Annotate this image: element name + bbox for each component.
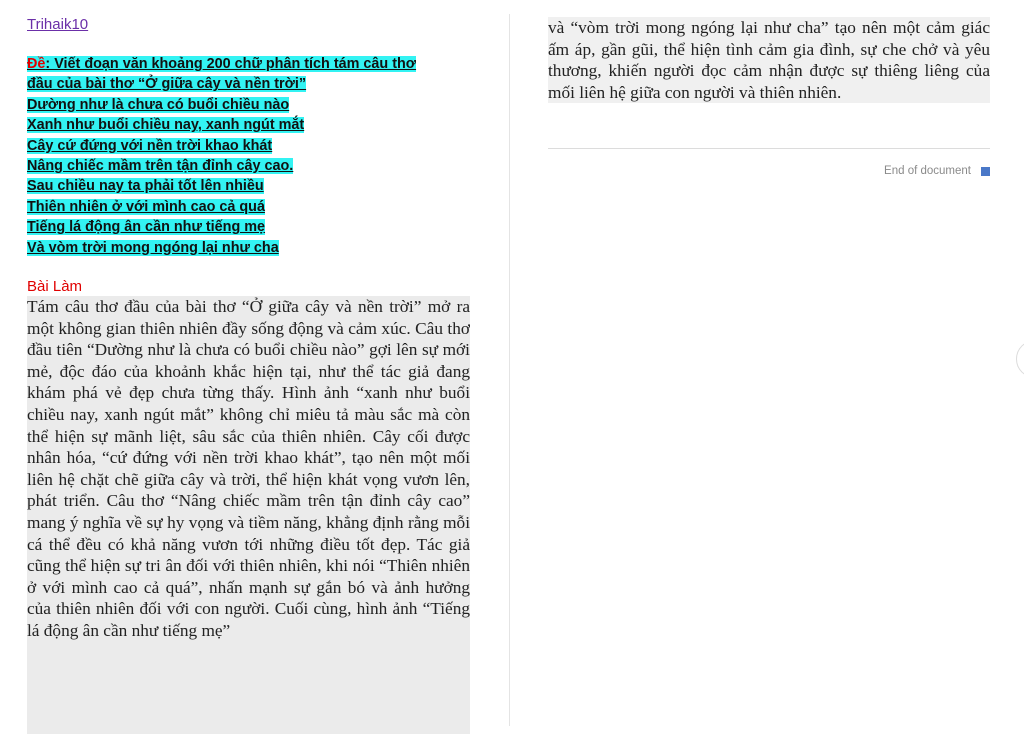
- poem-line: [27, 217, 470, 237]
- answer-heading: Bài Làm: [27, 278, 83, 295]
- poem-line: [27, 238, 470, 258]
- poem-line: [27, 197, 470, 217]
- poem-line-text: Dường như là chưa có buổi chiều nào: [27, 96, 290, 113]
- author-link[interactable]: Trihaik10: [27, 16, 89, 33]
- poem-line-text: Xanh như buổi chiều nay, xanh ngút mắt: [27, 117, 305, 134]
- poem-line: [27, 115, 470, 135]
- right-column: [548, 0, 990, 734]
- poem-line-text: Tiếng lá động ân cần như tiếng mẹ: [27, 219, 266, 236]
- poem-line-text: Nâng chiếc mầm trên tận đỉnh cây cao.: [27, 157, 294, 174]
- poem-line: [27, 136, 470, 156]
- poem-line-text: Và vòm trời mong ngóng lại như cha: [27, 239, 279, 256]
- prompt-highlight: [27, 56, 416, 72]
- left-column: [27, 0, 470, 734]
- poem-line: [27, 176, 470, 196]
- end-marker-icon: [981, 167, 990, 176]
- prompt-text: : Viết đoạn văn khoảng 200 chữ phân tích tám câu thơ: [45, 56, 417, 72]
- end-divider: [548, 148, 990, 149]
- end-of-document: [884, 165, 990, 177]
- essay-body: Tám câu thơ đầu của bài thơ “Ở giữa cây và nền trời” mở ra một không gian thiên nhiên đầy sống động và cảm xúc. Câu thơ đầu tiên “Dường như là chưa có buổi chiều nào” gợi lên sự mới mẻ, độc đáo của khoảnh khắc hiện tại, như thể tác giả đang khám phá vẻ đẹp chưa từng thấy. Hình ảnh “xanh như buổi chiều nay, xanh ngút mắt” không chỉ miêu tả màu sắc mà còn thể hiện sự mãnh liệt, sâu sắc của thiên nhiên. Cây cối được nhân hóa, “cứ đứng với nền trời khao khát”, tạo nên một mối liên hệ chặt chẽ giữa cây và trời, thể hiện khát vọng vươn lên, phát triển. Câu thơ “Nâng chiếc mầm trên tận đỉnh cây cao” mang ý nghĩa về sự hy vọng và tiềm năng, khẳng định rằng mỗi cá thể đều có khả năng vươn tới những điều tốt đẹp. Tác giả cũng thể hiện sự tri ân đối với thiên nhiên, khi nói “Thiên nhiên ở với mình cao cả quá”, nhấn mạnh sự gắn bó và ảnh hưởng của thiên nhiên đối với con người. Cuối cùng, hình ảnh “Tiếng lá động ân cần như tiếng mẹ”: [27, 296, 470, 734]
- prompt-block: [27, 54, 470, 258]
- prompt-prefix: Đề: [27, 56, 46, 72]
- essay-continuation: và “vòm trời mong ngóng lại như cha” tạo nên một cảm giác ấm áp, gần gũi, thể hiện tình cảm gia đình, sự che chở và yêu thương, khiến người đọc cảm nhận được sự thiêng liêng của mối liên hệ giữa con người và thiên nhiên.: [548, 18, 990, 102]
- column-divider: [509, 14, 510, 726]
- prompt-line: [27, 74, 470, 94]
- prompt-text: đầu của bài thơ “Ở giữa cây và nền trời”: [27, 76, 307, 93]
- end-label: End of document: [884, 165, 971, 177]
- poem-line: [27, 95, 470, 115]
- prompt-line: [27, 54, 470, 74]
- poem-line-text: Sau chiều nay ta phải tốt lên nhiều: [27, 178, 264, 195]
- side-panel-handle[interactable]: [1016, 340, 1024, 378]
- poem-line-text: Thiên nhiên ở với mình cao cả quá: [27, 198, 265, 215]
- poem-line: [27, 156, 470, 176]
- poem-line-text: Cây cứ đứng với nền trời khao khát: [27, 137, 273, 154]
